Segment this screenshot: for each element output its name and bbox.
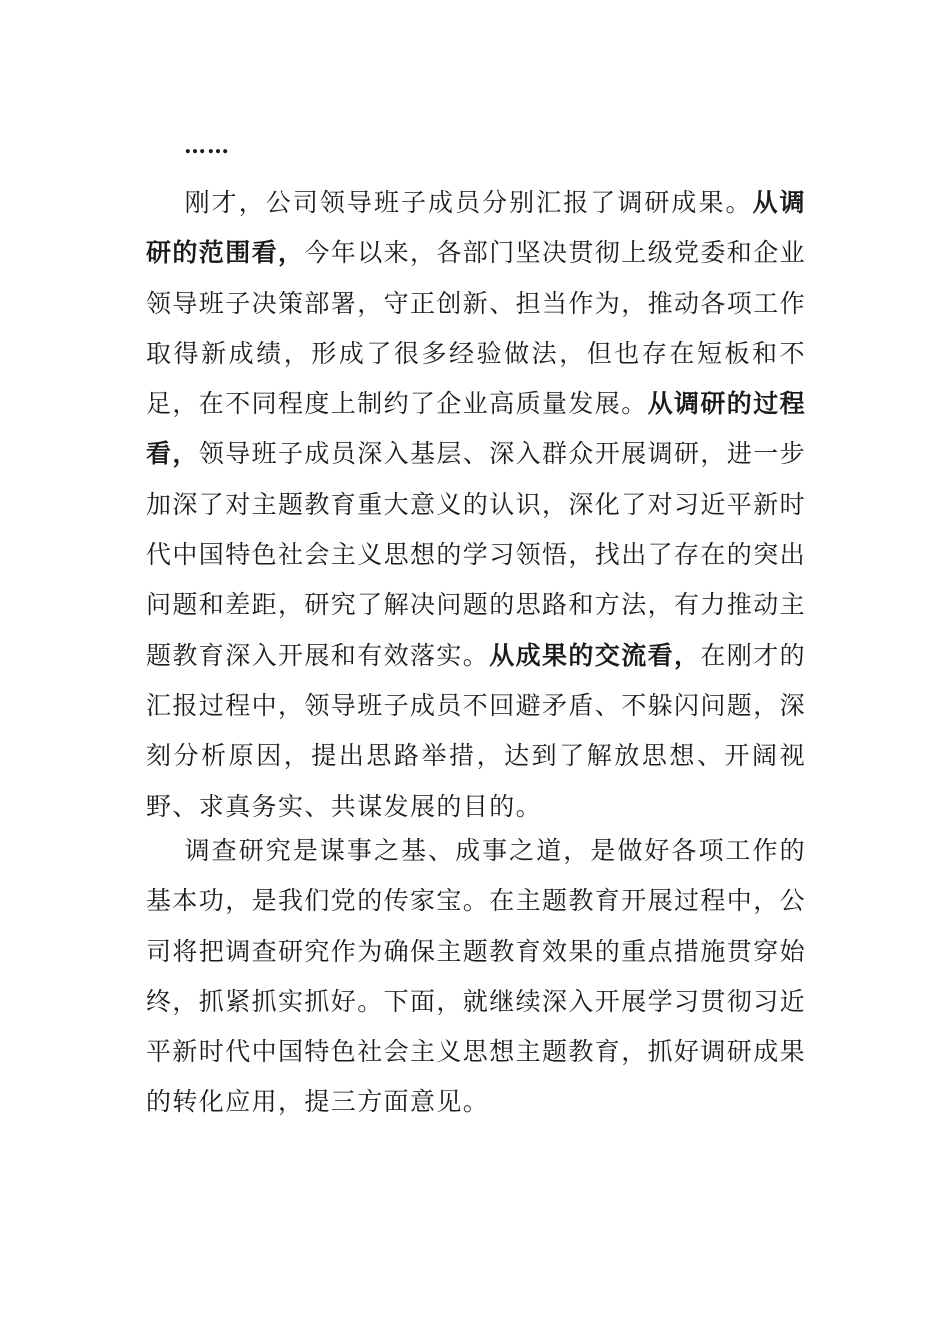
paragraph-1-emphasis-2: 从调研的过程看， — [146, 389, 807, 469]
paragraph-1-segment-4: 在刚才的汇报过程中，领导班子成员不回避矛盾、不躲闪问题，深刻分析原因，提出思路举措，达到了解放思想、开阔视野、求真务实、共谋发展的目的。 — [146, 640, 807, 821]
paragraph-1-segment-2: 今年以来，各部门坚决贯彻上级党委和企业领导班子决策部署，守正创新、担当作为，推动各项工作取得新成绩，形成了很多经验做法，但也存在短板和不足，在不同程度上制约了企业高质量发展。 — [146, 238, 807, 419]
ellipsis-marker: …… — [184, 133, 230, 159]
paragraph-1 — [146, 178, 806, 832]
paragraph-1-emphasis-3: 从成果的交流看， — [489, 640, 701, 670]
paragraph-1-segment-3: 领导班子成员深入基层、深入群众开展调研，进一步加深了对主题教育重大意义的认识，深化了对习近平新时代中国特色社会主义思想的学习领悟，找出了存在的突出问题和差距，研究了解决问题的思路和方法，有力推动主题教育深入开展和有效落实。 — [146, 439, 807, 670]
paragraph-1-segment-1: 刚才，公司领导班子成员分别汇报了调研成果。 — [184, 188, 753, 217]
paragraph-2 — [146, 826, 806, 1128]
paragraph-2-text: 调查研究是谋事之基、成事之道，是做好各项工作的基本功，是我们党的传家宝。在主题教育开展过程中，公司将把调查研究作为确保主题教育效果的重点措施贯穿始终，抓紧抓实抓好。下面，就继续深入开展学习贯彻习近平新时代中国特色社会主义思想主题教育，抓好调研成果的转化应用，提三方面意见。 — [146, 836, 807, 1117]
paragraph-1-emphasis-1: 从调研的范围看， — [146, 188, 806, 268]
